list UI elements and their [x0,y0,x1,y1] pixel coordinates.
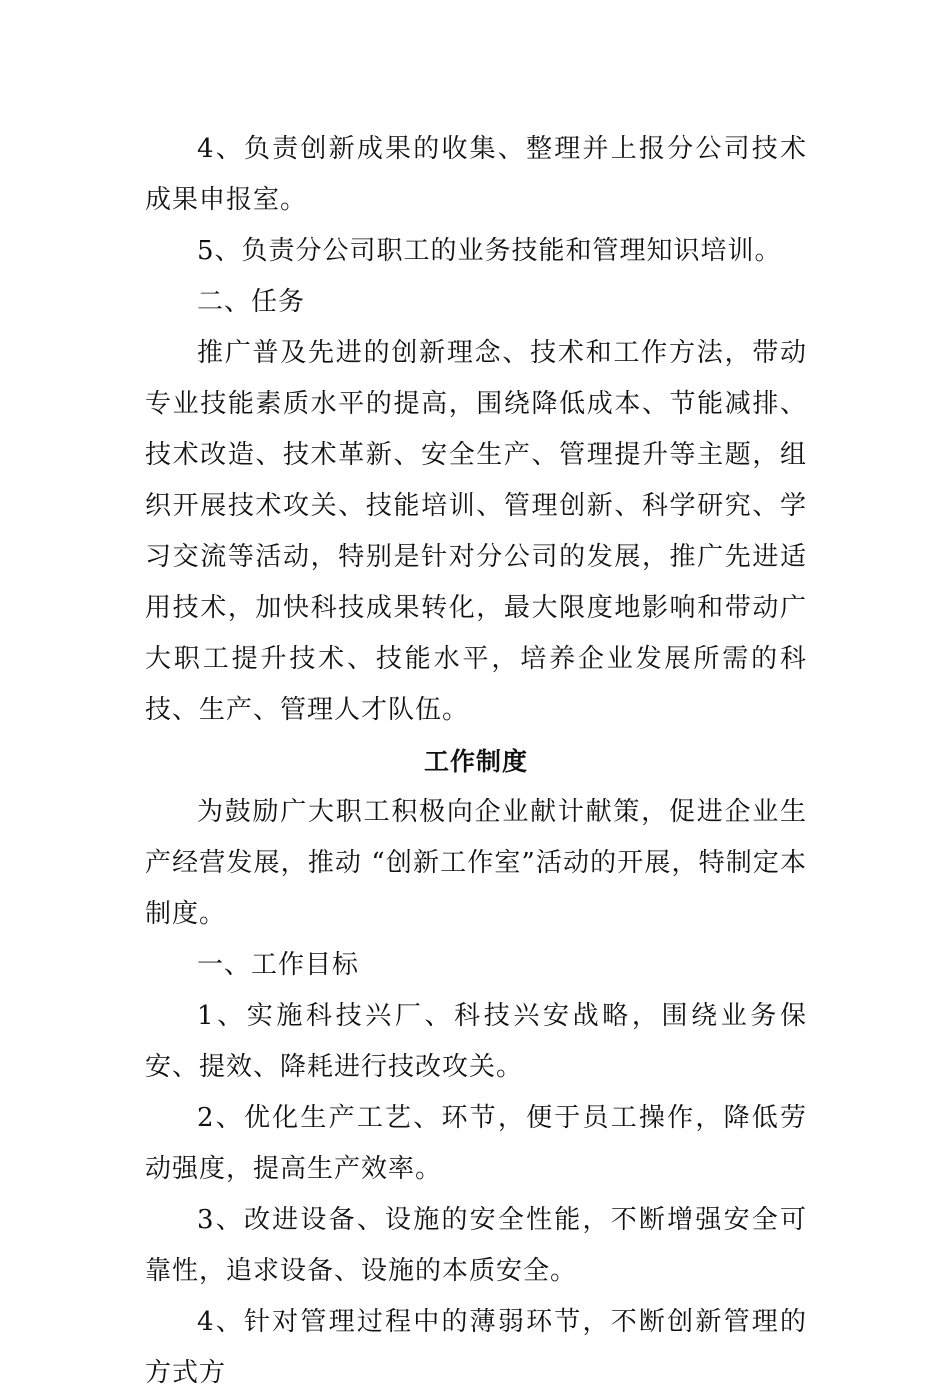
paragraph-goal-1: 1、实施科技兴厂、科技兴安战略，围绕业务保安、提效、降耗进行技改攻关。 [145,1001,807,1082]
paragraph-item-4: 4、负责创新成果的收集、整理并上报分公司技术成果申报室。 [145,134,807,215]
section-heading-goals: 一、工作目标 [197,950,360,980]
paragraph-intro: 为鼓励广大职工积极向企业献计献策，促进企业生产经营发展，推动 “创新工作室”活动的开展，特制定本制度。 [145,797,807,929]
paragraph-goal-4: 4、针对管理过程中的薄弱环节，不断创新管理的方式方 [145,1307,807,1388]
section-heading-tasks: 二、任务 [197,287,306,317]
document-body [145,124,807,1399]
paragraph-goal-3: 3、改进设备、设施的安全性能，不断增强安全可靠性，追求设备、设施的本质安全。 [145,1205,807,1286]
section-title-work-system: 工作制度 [423,747,528,776]
paragraph-goal-2: 2、优化生产工艺、环节，便于员工操作，降低劳动强度，提高生产效率。 [145,1103,807,1184]
paragraph-item-5: 5、负责分公司职工的业务技能和管理知识培训。 [197,236,782,266]
paragraph-tasks-body: 推广普及先进的创新理念、技术和工作方法，带动专业技能素质水平的提高，围绕降低成本、节能减排、技术改造、技术革新、安全生产、管理提升等主题，组织开展技术攻关、技能培训、管理创新、科学研究、学习交流等活动，特别是针对分公司的发展，推广先进适用技术，加快科技成果转化，最大限度地影响和带动广大职工提升技术、技能水平，培养企业发展所需的科技、生产、管理人才队伍。 [145,338,807,725]
